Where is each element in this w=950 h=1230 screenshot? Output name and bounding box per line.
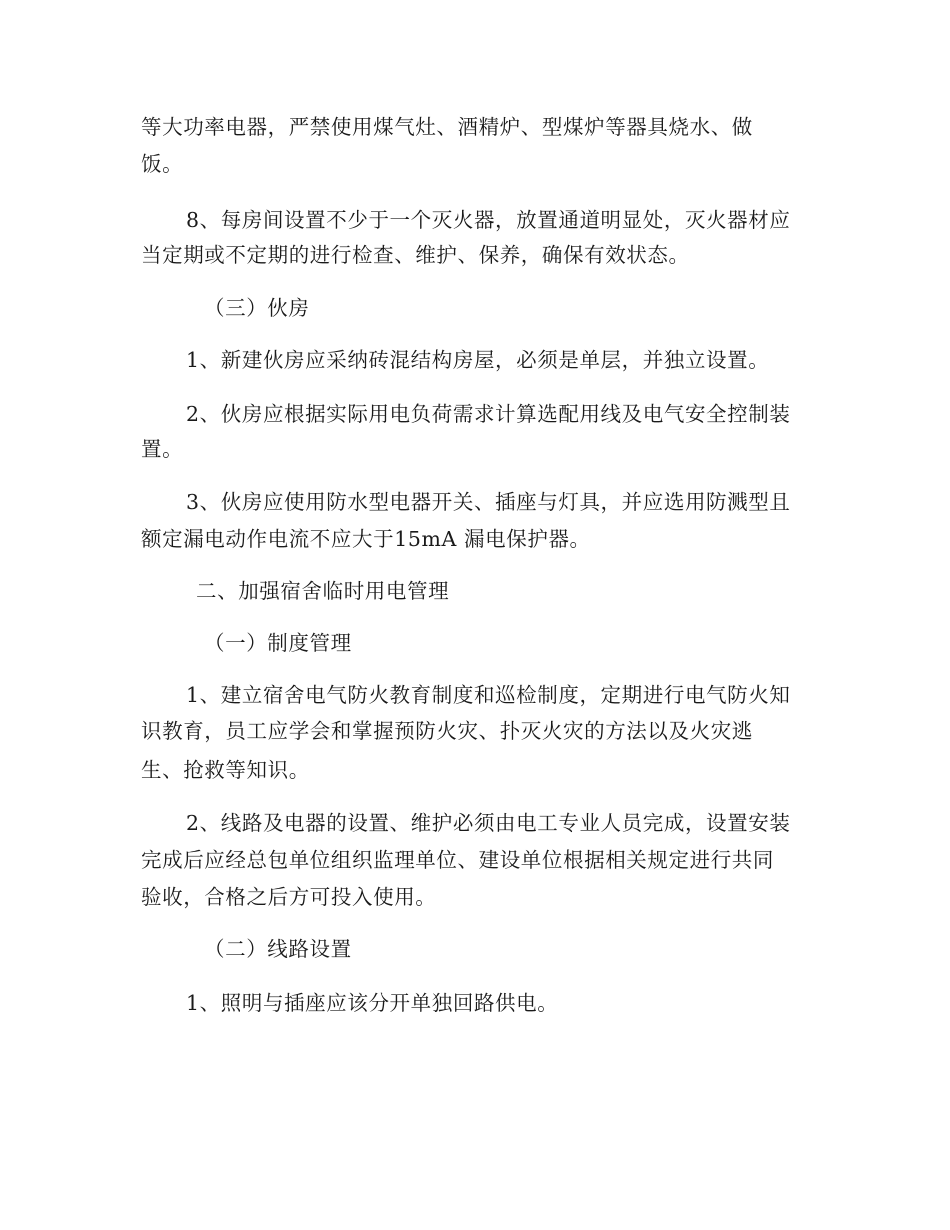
paragraph-line: 当定期或不定期的进行检查、维护、保养，确保有效状态。	[141, 243, 690, 267]
paragraph-line: 生、抢救等知识。	[141, 758, 310, 782]
paragraph-line: 完成后应经总包单位组织监理单位、建设单位根据相关规定进行共同	[141, 848, 774, 872]
paragraph-line: 3、伙房应使用防水型电器开关、插座与灯具，并应选用防溅型且	[186, 490, 791, 514]
paragraph-line: 额定漏电动作电流不应大于15mA 漏电保护器。	[141, 527, 591, 551]
paragraph-line: 1、建立宿舍电气防火教育制度和巡检制度，定期进行电气防火知	[186, 683, 791, 707]
paragraph-line: 饭。	[141, 152, 184, 176]
subsection-heading: （三）伙房	[204, 296, 310, 320]
section-heading: 二、加强宿舍临时用电管理	[196, 579, 450, 603]
subsection-heading: （二）线路设置	[204, 937, 352, 961]
paragraph-line: 1、新建伙房应采纳砖混结构房屋，必须是单层，并独立设置。	[186, 348, 770, 372]
paragraph-line: 等大功率电器，严禁使用煤气灶、酒精炉、型煤炉等器具烧水、做	[141, 115, 753, 139]
paragraph-line: 1、照明与插座应该分开单独回路供电。	[186, 991, 559, 1015]
paragraph-line: 8、每房间设置不少于一个灭火器，放置通道明显处，灭火器材应	[186, 208, 791, 232]
paragraph-line: 验收，合格之后方可投入使用。	[141, 885, 437, 909]
subsection-heading: （一）制度管理	[204, 631, 352, 655]
paragraph-line: 2、伙房应根据实际用电负荷需求计算选配用线及电气安全控制装	[186, 402, 791, 426]
paragraph-line: 置。	[141, 437, 184, 461]
paragraph-line: 2、线路及电器的设置、维护必须由电工专业人员完成，设置安装	[186, 811, 791, 835]
paragraph-line: 识教育，员工应学会和掌握预防火灾、扑灭火灾的方法以及火灾逃	[141, 719, 753, 743]
